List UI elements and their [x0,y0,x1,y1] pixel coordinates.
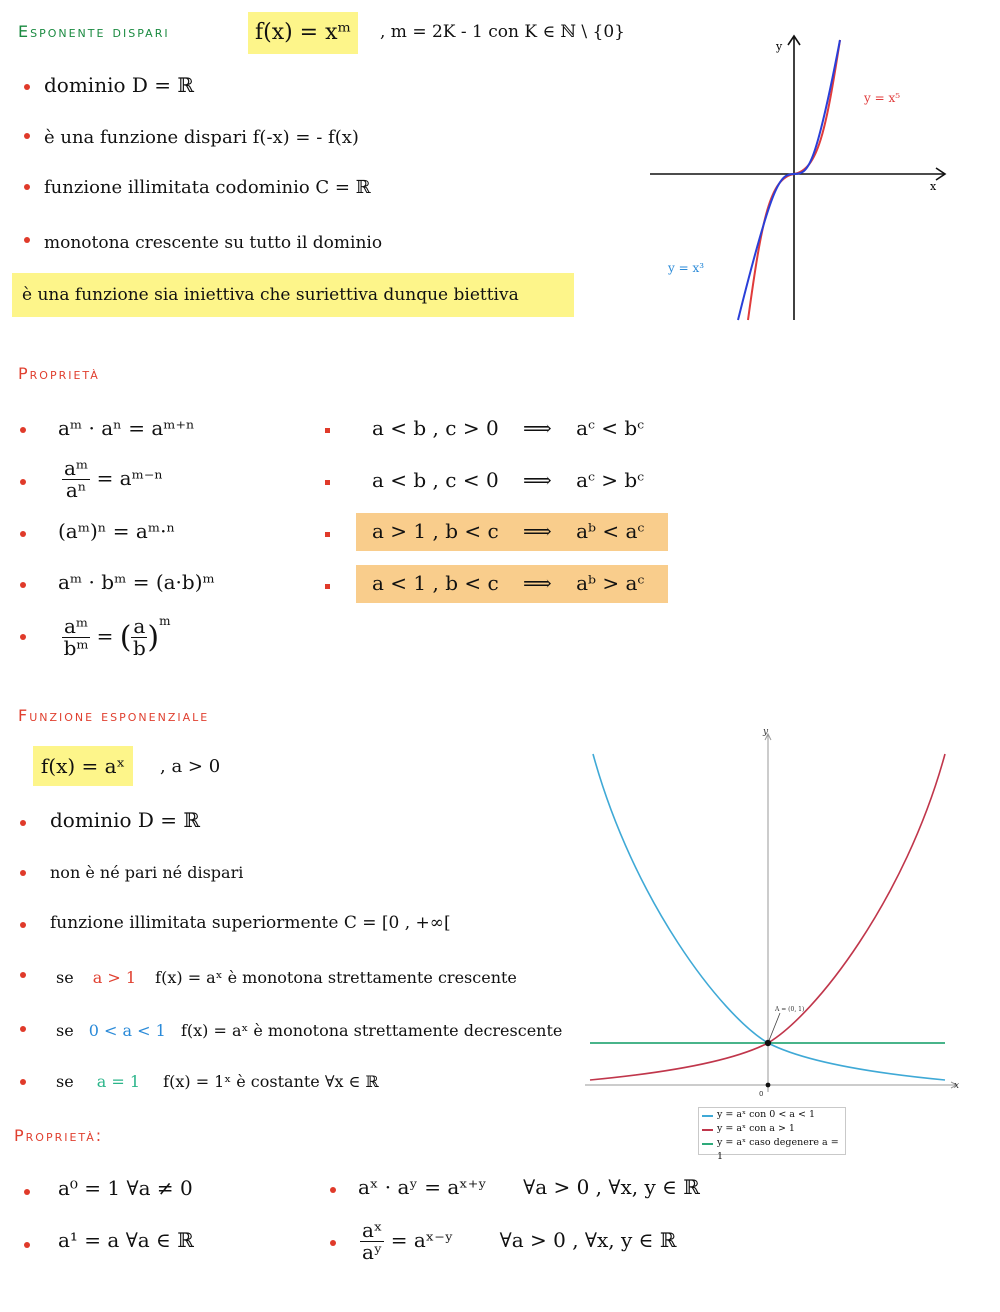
bullet-dot [24,1189,30,1195]
prop-condition: a < b , c < 0 [372,468,499,492]
prop-rhs: = aᵐ⁻ⁿ [96,466,164,490]
prop-power-inequality-1 [372,416,644,440]
implies-icon: ⟹ [523,468,552,492]
exp-domain: dominio D = ℝ [50,808,201,832]
prop-product-same-base [58,416,195,440]
legend-text: y = aˣ con 0 < a < 1 [717,1109,816,1120]
codomain-text: funzione illimitata codominio C = ℝ [44,177,371,198]
graph-legend [698,1107,846,1162]
prop-rhs: = aˣ⁻ʸ [390,1228,454,1252]
fraction-numerator: aᵐ [64,614,89,638]
legend-swatch [702,1129,713,1131]
exponent-condition: , m = 2K - 1 con K ∈ ℕ \ {0} [380,22,625,42]
domain-text: dominio D = ℝ [44,73,195,97]
fraction-denominator: bᵐ [63,636,89,660]
fraction [131,616,147,659]
exp-function-box: f(x) = aˣ [33,746,133,786]
prop-lhs: (aᵐ)ⁿ = [58,519,130,543]
prop-quotient-same-base [62,458,163,501]
point-a-label: A = (0, 1) [775,1006,805,1013]
fraction-numerator: a [133,614,146,638]
prop-lhs: aᵐ · aⁿ = [58,416,145,440]
exp-parity: non è né pari né dispari [50,863,244,882]
exp-codomain: funzione illimitata superiormente C = [0 , +∞[ [50,913,451,933]
implies-icon: ⟹ [523,519,552,543]
prop-condition: ∀a > 0 , ∀x, y ∈ ℝ [499,1228,677,1252]
prop-expression: aˣ · aʸ = aˣ⁺ʸ [358,1175,487,1199]
fraction-denominator: b [132,636,146,660]
fraction-numerator: aˣ [362,1218,383,1242]
prop-zero-exponent: a⁰ = 1 ∀a ≠ 0 [58,1176,193,1200]
bullet-dot [24,237,30,243]
statement: è monotona strettamente crescente [227,968,517,987]
bullet-square [325,480,330,485]
prop-result: aᵇ > aᶜ [576,571,645,595]
function-expr: f(x) = aˣ [155,968,223,987]
prop-power-inequality-2 [372,468,644,492]
function-expr: f(x) = aˣ [180,1021,249,1040]
function-expr: f(x) = 1ˣ [163,1072,232,1091]
implies-icon: ⟹ [523,416,552,440]
prop-power-of-power [58,519,175,543]
bullet-dot [20,531,26,537]
fraction [62,616,90,659]
bullet-dot [24,1242,30,1248]
prop-condition: a < 1 , b < c [372,571,499,595]
bullet-dot [20,427,26,433]
bullet-dot [20,1079,26,1085]
point-a-marker [765,1040,771,1046]
bullet-dot [20,922,26,928]
bullet-dot [20,870,26,876]
label-x5: y = x⁵ [864,91,901,105]
y-axis-label: y [776,40,783,53]
section-heading-proprieta-2: Proprietà: [14,1126,104,1145]
x-axis-label: x [954,1081,960,1091]
odd-function-text: è una funzione dispari f(-x) = - f(x) [44,127,359,148]
bullet-dot [20,582,26,588]
x-axis-label: x [930,180,937,193]
prop-condition: a > 1 , b < c [372,519,499,543]
bullet-dot [330,1240,336,1246]
prop-result: aᶜ > bᶜ [576,468,645,492]
base-condition: a > 1 [92,968,137,987]
paren-open: ( [119,620,132,655]
bijective-conclusion: è una funzione sia iniettiva che suriettiva dunque biettiva [12,273,574,317]
fraction-numerator: aᵐ [64,456,89,480]
equals-sign: = [96,624,114,648]
prop-product-same-exp [58,570,215,594]
bullet-dot [330,1187,336,1193]
prop-condition: ∀a > 0 , ∀x, y ∈ ℝ [523,1175,700,1199]
prop-one-exponent: a¹ = a ∀a ∈ ℝ [58,1228,194,1252]
prop-rhs: (a·b)ᵐ [155,570,215,594]
statement: è monotona strettamente decrescente [253,1021,563,1040]
bullet-dot [24,184,30,190]
prop-condition: a < b , c > 0 [372,416,499,440]
legend-item [699,1136,845,1162]
prop-exp-inequality-2 [372,571,644,595]
bullet-dot [20,479,26,485]
prop-rhs: aᵐ·ⁿ [135,519,176,543]
bullet-square [325,428,330,433]
prop-result: aᵇ < aᶜ [576,519,645,543]
monotone-text: monotona crescente su tutto il dominio [44,233,383,253]
prop-quotient-same-exp [62,614,170,659]
exponent: m [159,614,171,628]
legend-swatch [702,1143,713,1145]
fraction [62,458,90,501]
bullet-dot [20,972,26,978]
curve-a-less-1 [593,754,945,1080]
legend-swatch [702,1115,713,1117]
prop-lhs: aᵐ · bᵐ = [58,570,150,594]
prop-exp-inequality-1 [372,519,644,543]
base-condition: a = 1 [96,1072,141,1091]
bullet-dot [20,634,26,640]
origin-label: 0 [759,1090,764,1098]
bullet-dot [24,133,30,139]
section-heading-esponente-dispari: Esponente dispari [18,22,170,41]
bullet-dot [24,84,30,90]
legend-item [699,1122,845,1136]
bullet-dot [20,1026,26,1032]
y-axis-label: y [763,727,769,737]
exp-increasing [56,968,517,987]
statement: è costante ∀x ∈ ℝ [236,1072,379,1091]
section-heading-funzione-esponenziale: Funzione esponenziale [18,706,210,725]
se-label: se [56,1072,74,1091]
exp-constant [56,1072,379,1091]
origin-marker [766,1083,771,1088]
fraction-denominator: aʸ [362,1240,383,1264]
bullet-square [325,584,330,589]
exp-base-condition: , a > 0 [160,756,221,777]
fraction [360,1220,384,1263]
base-condition: 0 < a < 1 [88,1021,166,1040]
label-x3: y = x³ [668,261,705,275]
section-heading-proprieta: Proprietà [18,364,100,383]
odd-power-function-box: f(x) = xᵐ [248,12,358,54]
se-label: se [56,1021,74,1040]
legend-text: y = aˣ caso degenere a = 1 [717,1137,839,1162]
exp-decreasing [56,1021,562,1040]
prop-exp-product [358,1175,700,1199]
paren-close: ) [147,620,160,655]
prop-result: aᶜ < bᶜ [576,416,645,440]
legend-text: y = aˣ con a > 1 [717,1123,795,1134]
se-label: se [56,968,74,987]
legend-item [699,1108,845,1122]
prop-exp-quotient [360,1220,676,1263]
bullet-square [325,532,330,537]
prop-rhs: aᵐ⁺ⁿ [151,416,195,440]
implies-icon: ⟹ [523,571,552,595]
bullet-dot [20,820,26,826]
fraction-denominator: aⁿ [65,478,87,502]
exponential-graph [585,720,970,1105]
odd-power-graph [640,30,960,325]
